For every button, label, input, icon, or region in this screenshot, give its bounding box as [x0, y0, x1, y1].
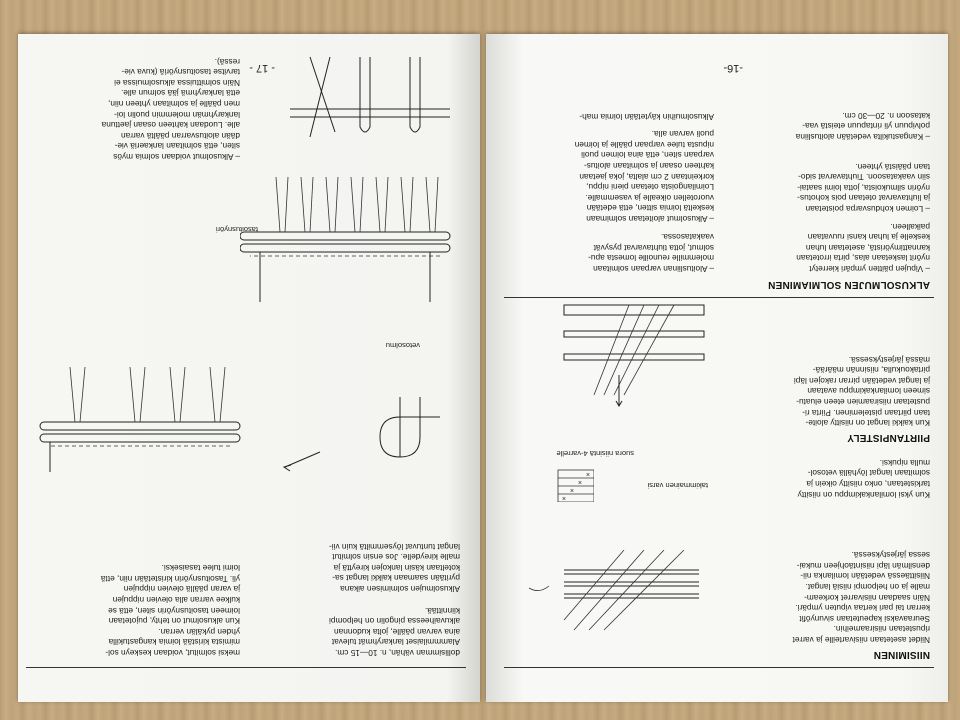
heading-piirtanpistely: PIIRTANPISTELY: [847, 432, 930, 444]
reed-diagram: [514, 285, 714, 415]
top-rule: [504, 667, 934, 668]
page-number: - 17 -: [249, 62, 275, 74]
caption-suora-niisinta: suora niisintä 4-varrelle: [556, 449, 634, 458]
threading-grid: [554, 466, 594, 502]
paragraph: – Alkusolmut voidaan solmia myös siten, että solmitaan lankaeriä vie- dään aloitusvarran päältä varran alle. Luodaan kahteen osaan jaettuna lankaryhmän molemmin puolin loi- men päälle ja solmitaan yhteen niin, että lankaryhmä jää solmun alle. Näin solmittuissa alkusolmuissa ei tarvitse tasoitusnyöriä (kuva vie- ressä).: [101, 56, 240, 162]
page-17: [18, 34, 480, 702]
paragraph: Alkusolmuihin käytetään loimia mah-: [579, 112, 714, 122]
section-rule: [504, 297, 934, 298]
knot-diagram: [260, 367, 460, 527]
paragraph: – Aloitusliinan varpaan solmitaan molemmille reunoille lomesta apu- solmut, jotta tiuhtavarvat pysyvät vaakatasossa.: [588, 232, 714, 274]
heading-niisiminen: NIISIMINEN: [873, 649, 930, 660]
paragraph: Kun yksi lomilankakimppu on niisitty tarkistetaan, onko niisitty oikein ja solmitaan langat löyhällä vetosol- mulla nipuksi.: [797, 457, 930, 500]
knot-bundles-diagram: [280, 47, 460, 157]
caption-vetosolmu: vetosolmu: [385, 341, 420, 350]
paragraph: dollisimman vähän, n. 10—15 cm. Alammmilaiset lankaryhmät tulevat aina varvan päälle, jolta kudonnan alkuvaiheessa pingolin on helpompi kiinnittää.: [329, 605, 460, 658]
heddle-diagram: [514, 550, 714, 660]
caption-takimmainen-varsi: takimmainen varsi: [647, 481, 708, 490]
svg-text:×: ×: [577, 478, 582, 485]
paragraph: – Vipujen päitten ympäri kierretyt nyörit lasketaan alas, pirta irrotetaan kannattimyöristä, asetetaan luhan keskelle ja luhan kansi ruuvataan paikalleen.: [796, 221, 930, 274]
warp-bar-diagram: [30, 362, 250, 512]
paragraph: – Kangastukilta vedetään aloitusliina polvipuun yli rintapuun eteistä vaa- katasoon n. 20—30 cm.: [795, 110, 930, 142]
svg-text:×: ×: [561, 494, 566, 501]
svg-text:×: ×: [585, 470, 590, 477]
paragraph: Kun kaikki langat on niisitty aloite- taan piirtaan pistelеminen. Piirta ri- pustetaan niisiraamien eteen eluatu- simeen lomilankakimppu avataan ja langat vedetään pirran rakojen läpi pirtakoukulla, niisinnän määrää- mässä järjestyksessä.: [793, 354, 930, 429]
paragraph: Alkusolmujen solmimisen aikana pyritään saamaan kaikki langat sa- koteltaan käsin lankojen kireyttä ja malle kireydelle. Jos ensin solmitut langat tuntuvat löysemmiltä kuin vii-: [329, 541, 460, 594]
page-16-column-left: [724, 349, 930, 660]
leveling-cord-diagram: [240, 172, 460, 322]
caption-tasoitusnyori: tasoitusnyöri: [215, 225, 258, 234]
page-16: [486, 34, 948, 702]
paragraph: Niidet asetetaan niisivarteille ja varret ripustetaan niisiraameihin. Seuraavaksi kapeutetaan sivunyöfit kerran tai pari kertaa viputen ympäri. Näin saadaan niisivarret korkeam- malle ja on helpompi niisiä langat. Niisittäessä vedetään lomilanka nii- densilmän läpi niisintäohjeen mukai- sessa järjestyksessä.: [792, 550, 930, 645]
paragraph: – Loimen kohdusvarpa poistetaan ja liuhtavarvat otetaan pois kohotus- nyörin silmukoista, jotta loimi saatai- siin vaakatasoon. Tiuhtavarvat sido- taan pääistä yhteen.: [797, 161, 930, 214]
top-rule: [26, 667, 466, 668]
heading-alkusolmujen-solmiaminen: ALKUSOLMUJEN SOLMIAMINEN: [767, 279, 930, 290]
page-number: -16-: [723, 62, 743, 74]
paragraph: meksi solmitut, voidaan keskeyn sol- mimista kiristää loimia kangastukilla yhden pykälän verran. Kun alkusolmut on tehty, pujotetaan loimeen tasoitusnyörin siten, että se kulkee varran alla olevien nippujen ja varan päällä olevien nippujen yli. Tasoitusnyörin kiristetään niin, että loimi tulee tasaiseksi.: [100, 563, 240, 658]
paragraph: – Alkusolmut aloitetaan solmimaan keskeltä loimia sitten, että edetään vuorotellen oikealle ja vasemmalle. Loimilangoista otetaan pieni nippu, korkeintaan 2 cm alalta, joka jaetaan kahteen osaan ja solmitaan aloitus- varpaan siten, että aina loimen puoli nipusta tulee varpaan päälle ja loimen puoli varvan alla.: [574, 129, 714, 224]
svg-text:×: ×: [569, 486, 574, 493]
